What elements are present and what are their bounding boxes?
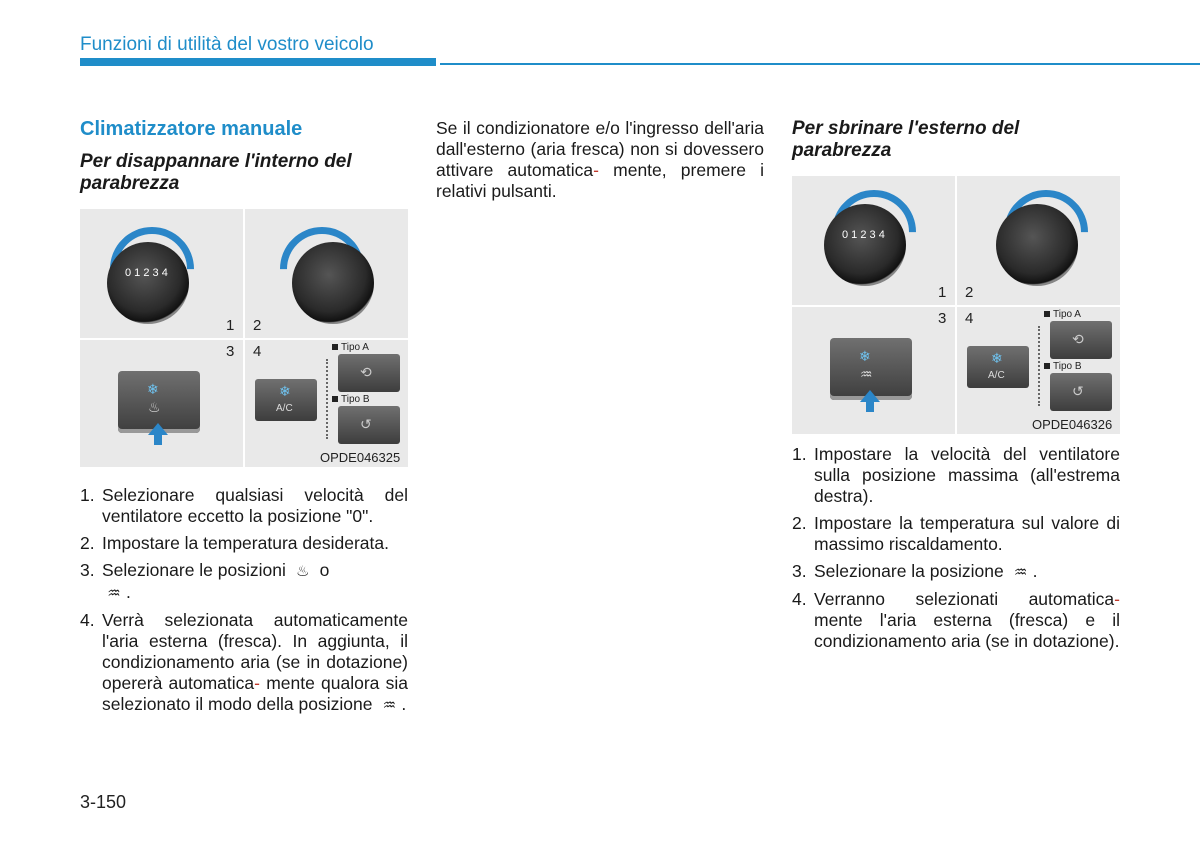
section-title: Climatizzatore manuale — [80, 118, 303, 140]
figure-code: OPDE046325 — [320, 450, 401, 465]
column-left — [80, 118, 408, 722]
tipo-a-label: Tipo A — [1044, 309, 1081, 320]
list-item: 1. Selezionare qualsiasi velocità del ventilatore eccetto la posizione "0". — [80, 485, 408, 526]
paragraph-manual-buttons: Se il condizionatore e/o l'ingresso dell'aria dall'esterno (aria fresca) non si dovessero attivare automatica- mente, premere i relativi pulsanti. — [436, 118, 764, 201]
temperature-knob — [996, 204, 1078, 286]
figure-defog — [80, 209, 408, 467]
fresh-air-button-tipo-b — [1050, 373, 1112, 411]
ac-label: A/C — [988, 370, 1005, 381]
figure-label-4: 4 — [253, 343, 262, 360]
column-right — [792, 118, 1120, 658]
ac-button-image — [255, 379, 317, 421]
fan-speed-knob — [824, 204, 906, 286]
page-header-title: Funzioni di utilità del vostro veicolo — [80, 34, 374, 55]
figure-label-3: 3 — [938, 310, 947, 327]
floor-defrost-icon: ♨ — [148, 399, 161, 415]
list-item: 3. Selezionare le posizioni ♨ o ♒ . — [80, 560, 330, 602]
ac-button-image — [967, 346, 1029, 388]
ac-icon: ❄ — [991, 350, 1003, 366]
steps-list-defog — [80, 485, 408, 716]
figure-label-2: 2 — [253, 317, 262, 334]
press-arrow-icon — [860, 390, 880, 402]
press-arrow-stem — [866, 402, 874, 412]
steps-list-defrost — [792, 444, 1120, 652]
fan-knob-numbers: 0 1 2 3 4 — [842, 229, 885, 241]
tipo-b-label: Tipo B — [1044, 361, 1082, 372]
windshield-defrost-icon: ♒ — [382, 697, 397, 714]
header-bar-thin — [440, 63, 1200, 65]
tipo-b-label: Tipo B — [332, 394, 370, 405]
list-item: 4. Verranno selezionati automatica- mente l'aria esterna (fresca) e il condizionamento aria (se in dotazione). — [792, 589, 1120, 651]
fresh-air-icon: ↺ — [1072, 383, 1084, 399]
temperature-knob — [292, 242, 374, 324]
press-arrow-icon — [148, 423, 168, 435]
column-middle — [436, 118, 764, 202]
windshield-defrost-icon: ♒ — [860, 366, 873, 382]
figure-label-2: 2 — [965, 284, 974, 301]
tipo-a-label: Tipo A — [332, 342, 369, 353]
ac-label: A/C — [276, 403, 293, 414]
recirculation-icon: ⟲ — [1072, 331, 1084, 347]
figure-label-1: 1 — [226, 317, 235, 334]
windshield-defrost-icon: ♒ — [1013, 564, 1028, 581]
fan-speed-knob — [107, 242, 189, 324]
recirc-button-tipo-a — [338, 354, 400, 392]
fresh-air-button-tipo-b — [338, 406, 400, 444]
figure-defrost — [792, 176, 1120, 434]
list-item: 3. Selezionare la posizione ♒ . — [792, 561, 1038, 581]
subtitle-defog: Per disappannare l'interno del parabrezza — [80, 151, 352, 194]
floor-defrost-icon: ♨ — [296, 563, 310, 580]
figure-code: OPDE046326 — [1032, 417, 1113, 432]
page-number: 3-150 — [80, 792, 127, 812]
subtitle-defrost: Per sbrinare l'esterno del parabrezza — [792, 118, 1020, 161]
recirculation-icon: ⟲ — [360, 364, 372, 380]
header-bar-thick — [80, 58, 436, 66]
list-item: 2. Impostare la temperatura sul valore di massimo riscaldamento. — [792, 513, 1120, 554]
figure-label-3: 3 — [226, 343, 235, 360]
list-item: 2. Impostare la temperatura desiderata. — [80, 533, 389, 553]
recirc-button-tipo-a — [1050, 321, 1112, 359]
defrost-icon: ❄ — [859, 348, 871, 364]
press-arrow-stem — [154, 435, 162, 445]
list-item: 4. Verrà selezionata automaticamente l'aria esterna (fresca). In aggiunta, il condizionamento aria (se in dotazione) opererà automatica- mente qualora sia selezionato il modo della posizione ♒ . — [80, 610, 408, 714]
list-item: 1. Impostare la velocità del ventilatore sulla posizione massima (all'estrema destra). — [792, 444, 1120, 506]
figure-label-4: 4 — [965, 310, 974, 327]
fresh-air-icon: ↺ — [360, 416, 372, 432]
figure-label-1: 1 — [938, 284, 947, 301]
defrost-icon: ❄ — [147, 381, 159, 397]
fan-knob-numbers: 0 1 2 3 4 — [125, 267, 168, 279]
windshield-defrost-icon: ♒ — [107, 585, 121, 602]
ac-icon: ❄ — [279, 383, 291, 399]
